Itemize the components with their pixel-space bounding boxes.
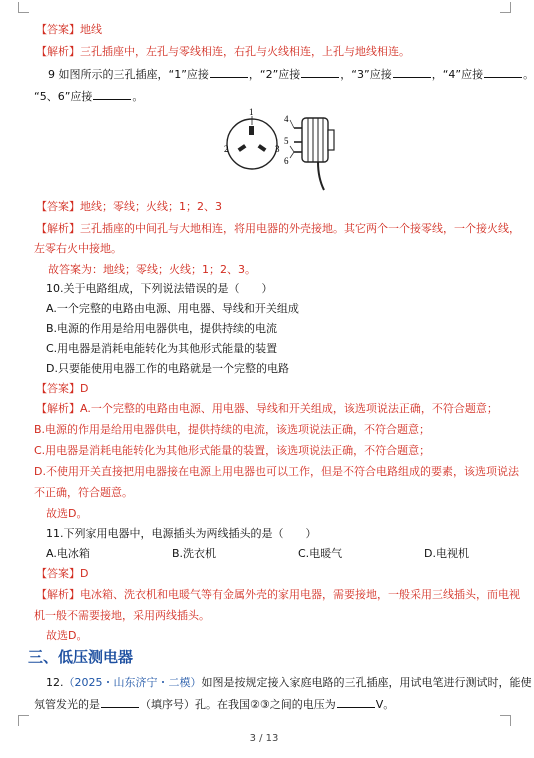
q9-text: ，“4”应接 bbox=[431, 68, 484, 81]
crop-mark-top-left bbox=[18, 2, 29, 13]
fig-label-3: 3 bbox=[275, 144, 280, 154]
q10-analysis-d-cont: 不正确，符合题意。 bbox=[34, 486, 133, 499]
crop-mark-top-right bbox=[500, 2, 511, 13]
q10-pick: 故选D。 bbox=[46, 507, 88, 520]
q11-option-a[interactable]: A.电冰箱 bbox=[46, 547, 90, 560]
crop-mark-bottom-right bbox=[500, 715, 511, 726]
q10-option-c[interactable]: C.用电器是消耗电能转化为其他形式能量的装置 bbox=[46, 342, 278, 355]
analysis-text: 三孔插座中，左孔与零线相连，右孔与火线相连，上孔与地线相连。 bbox=[80, 45, 410, 58]
q11-pick: 故选D。 bbox=[46, 629, 88, 642]
blank-field[interactable] bbox=[210, 66, 248, 78]
q9-text: 。 bbox=[132, 90, 144, 103]
q10-analysis bbox=[36, 401, 498, 417]
fig-label-4: 4 bbox=[284, 114, 289, 124]
analysis-label: 【解析】 bbox=[36, 588, 80, 601]
analysis-text: A.一个完整的电路由电源、用电器、导线和开关组成，该选项说法正确，不符合题意； bbox=[80, 402, 498, 415]
q9-conclusion: 故答案为：地线；零线；火线；1；2、3。 bbox=[48, 263, 256, 276]
q9-text: ，“3”应接 bbox=[340, 68, 392, 81]
q9-text: ，“2”应接 bbox=[248, 68, 301, 81]
analysis-label: 【解析】 bbox=[36, 222, 80, 235]
socket-hole-right bbox=[258, 144, 267, 152]
q9-stem bbox=[48, 66, 534, 83]
answer-text: D bbox=[80, 382, 89, 395]
q10-option-a[interactable]: A.一个完整的电路由电源、用电器、导线和开关组成 bbox=[46, 302, 299, 315]
analysis-line bbox=[36, 44, 410, 60]
q10-analysis-c: C.用电器是消耗电能转化为其他形式能量的装置，该选项说法正确，不符合题意； bbox=[34, 444, 431, 457]
answer-line bbox=[36, 22, 102, 38]
socket-hole-top bbox=[249, 126, 254, 135]
answer-label: 【答案】 bbox=[36, 567, 80, 580]
answer-text: 地线 bbox=[80, 23, 102, 36]
q12-source: （2025・山东济宁・二模） bbox=[63, 676, 202, 689]
analysis-text: 三孔插座的中间孔与大地相连，将用电器的外壳接地。其它两个一个接零线，一个接火线， bbox=[80, 222, 520, 235]
section-heading: 三、低压测电器 bbox=[28, 648, 134, 666]
q11-answer bbox=[36, 566, 88, 582]
q12-number: 12. bbox=[46, 676, 64, 689]
answer-label: 【答案】 bbox=[36, 200, 80, 213]
q12-text: 氖管发光的是 bbox=[34, 698, 100, 711]
q9-answer bbox=[36, 199, 222, 215]
page-number: 3 / 13 bbox=[249, 733, 279, 744]
q10-stem: 10.关于电路组成，下列说法错误的是（ ） bbox=[46, 282, 273, 295]
socket-figure bbox=[220, 108, 350, 194]
blank-field[interactable] bbox=[301, 66, 339, 78]
plug-cable bbox=[318, 162, 324, 190]
answer-label: 【答案】 bbox=[36, 382, 80, 395]
blank-field[interactable] bbox=[484, 66, 522, 78]
answer-text: D bbox=[80, 567, 89, 580]
q11-option-b[interactable]: B.洗衣机 bbox=[172, 547, 217, 560]
q12-text: V。 bbox=[375, 698, 395, 711]
q9-text: 9 如图所示的三孔插座，“1”应接 bbox=[48, 68, 209, 81]
q11-option-d[interactable]: D.电视机 bbox=[424, 547, 469, 560]
analysis-label: 【解析】 bbox=[36, 45, 80, 58]
q11-stem: 11.下列家用电器中，电源插头为两线插头的是（ ） bbox=[46, 527, 317, 540]
q9-stem-cont bbox=[34, 88, 143, 105]
analysis-text: 电冰箱、洗衣机和电暖气等有金属外壳的家用电器，需要接地，一般采用三线插头，而电视 bbox=[80, 588, 520, 601]
fig-label-5: 5 bbox=[284, 136, 289, 146]
analysis-label: 【解析】 bbox=[36, 402, 80, 415]
fig-label-6: 6 bbox=[284, 156, 289, 166]
blank-field[interactable] bbox=[337, 696, 375, 708]
plug-body bbox=[302, 118, 328, 162]
q11-analysis-cont: 机一般不需要接地，采用两线插头。 bbox=[34, 609, 210, 622]
q9-text: 。 bbox=[523, 68, 534, 81]
answer-text: 地线；零线；火线；1；2、3 bbox=[80, 200, 222, 213]
q10-option-b[interactable]: B.电源的作用是给用电器供电，提供持续的电流 bbox=[46, 322, 278, 335]
q12-text: 如图是按规定接入家庭电路的三孔插座，用试电笔进行测试时，能使 bbox=[201, 676, 532, 689]
blank-field[interactable] bbox=[393, 66, 431, 78]
q12-text: （填序号）孔。在我国②③之间的电压为 bbox=[140, 698, 336, 711]
q10-answer bbox=[36, 381, 88, 397]
socket-hole-left bbox=[238, 144, 247, 152]
q12-stem bbox=[46, 675, 532, 691]
q12-stem-cont bbox=[34, 696, 394, 713]
q9-analysis bbox=[36, 221, 520, 237]
blank-field[interactable] bbox=[93, 88, 131, 100]
fig-label-2: 2 bbox=[224, 144, 229, 154]
q10-analysis-d: D.不使用开关直接把用电器接在电源上用电器也可以工作，但是不符合电路组成的要素，该选项说法 bbox=[34, 465, 519, 478]
q10-analysis-b: B.电源的作用是给用电器供电，提供持续的电流，该选项说法正确，不符合题意； bbox=[34, 423, 431, 436]
fig-label-1: 1 bbox=[249, 107, 254, 117]
q11-analysis bbox=[36, 587, 520, 603]
q9-text: “5、6”应接 bbox=[34, 90, 93, 103]
q9-analysis-cont: 左零右火中接地。 bbox=[34, 242, 122, 255]
blank-field[interactable] bbox=[101, 696, 139, 708]
answer-label: 【答案】 bbox=[36, 23, 80, 36]
q10-option-d[interactable]: D.只要能使用电器工作的电路就是一个完整的电路 bbox=[46, 362, 289, 375]
q11-option-c[interactable]: C.电暖气 bbox=[298, 547, 343, 560]
crop-mark-bottom-left bbox=[18, 715, 29, 726]
